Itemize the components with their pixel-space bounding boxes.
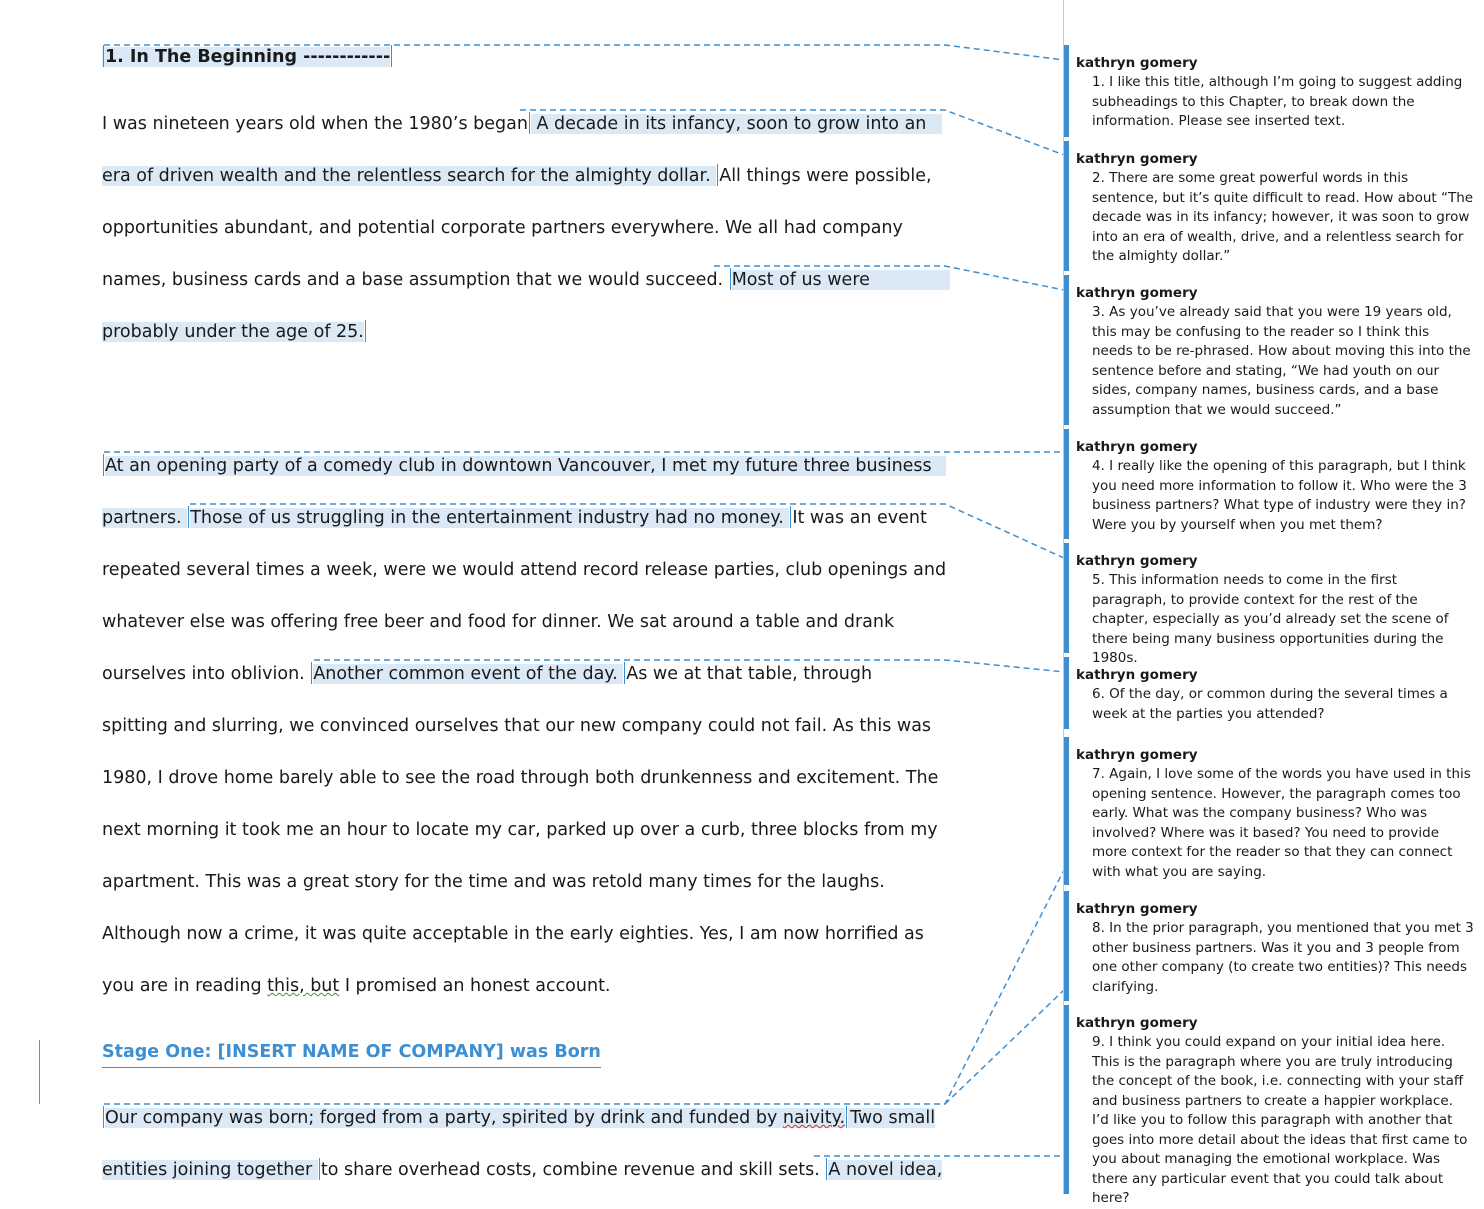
comment-text: 3. As you’ve already said that you were 19 years old, this may be confusing to the reader so I think this needs to be re-phrased. How about moving this into the sentence before and stating, “We had youth on our sides, company names, business cards, and a base assumption that we would succeed.” xyxy=(1092,304,1471,418)
comment-author: kathryn gomery xyxy=(1076,55,1198,71)
comment-bar xyxy=(1064,275,1069,425)
comment-text: 6. Of the day, or common during the several times a week at the parties you attended? xyxy=(1092,686,1448,722)
comment-7[interactable] xyxy=(1064,737,1476,885)
comment-text: 8. In the prior paragraph, you mentioned that you met 3 other business partners. Was it you and 3 people from one other company (to create two entities)? This needs clarifying. xyxy=(1092,920,1474,995)
comment-author: kathryn gomery xyxy=(1076,747,1198,763)
comment-bar xyxy=(1064,737,1069,885)
comment-4[interactable] xyxy=(1064,429,1476,539)
grammar-flag[interactable]: this, but xyxy=(267,976,340,996)
text-line: Our company was born; forged from a party, spirited by drink and funded by naivity. Two small xyxy=(105,1108,936,1128)
text-line: partners. Those of us struggling in the entertainment industry had no money. It was an event xyxy=(102,508,927,528)
commented-text[interactable]: At an opening party of a comedy club in downtown Vancouver, I met my future three business xyxy=(105,456,946,476)
comment-bar xyxy=(1064,141,1069,271)
comment-text: 5. This information needs to come in the first paragraph, to provide context for the rest of the chapter, especially as you’d already set the scene of there being many business opportunities during the 1980s. xyxy=(1092,572,1449,666)
connector-line-8 xyxy=(945,990,1064,1104)
comment-bar xyxy=(1064,45,1069,137)
connector-line-6 xyxy=(314,660,1064,672)
commented-text[interactable]: entities joining together xyxy=(102,1160,318,1180)
text-line: apartment. This was a great story for the time and was retold many times for the laughs. xyxy=(102,872,885,892)
comment-2[interactable] xyxy=(1064,141,1476,271)
connector-line-7 xyxy=(104,870,1064,1104)
connector-line-5 xyxy=(190,504,1064,558)
text-line: you are in reading this, but I promised an honest account. xyxy=(102,976,611,996)
comment-bar xyxy=(1064,891,1069,1001)
comment-6[interactable] xyxy=(1064,657,1476,729)
comment-author: kathryn gomery xyxy=(1076,553,1198,569)
commented-text[interactable]: A novel idea, xyxy=(828,1160,943,1180)
comment-text: 2. There are some great powerful words in this sentence, but it’s quite difficult to read. How about “The decade was in its infancy; however, it was soon to grow into an era of wealth, drive, and a relentless search for the almighty dollar.” xyxy=(1092,170,1474,264)
comment-bar xyxy=(1064,543,1069,653)
comment-author: kathryn gomery xyxy=(1076,667,1198,683)
connector-line-1 xyxy=(104,45,1064,60)
commented-text[interactable]: Those of us struggling in the entertainment industry had no money. xyxy=(190,508,790,528)
text-line: names, business cards and a base assumption that we would succeed. Most of us were xyxy=(102,268,950,292)
commented-text[interactable]: Most of us were xyxy=(732,270,950,290)
spelling-flag[interactable]: naivity. xyxy=(782,1108,846,1128)
comment-bar xyxy=(1064,429,1069,539)
commented-text[interactable]: Another common event of the day. xyxy=(313,664,624,684)
chapter-title: 1. In The Beginning ------------ xyxy=(102,45,393,69)
comment-text: 4. I really like the opening of this paragraph, but I think you need more information to follow it. Who were the 3 business partners? What type of industry were they in? Were you by yourself when you met them? xyxy=(1092,458,1467,533)
comment-author: kathryn gomery xyxy=(1076,901,1198,917)
comment-text: 1. I like this title, although I’m going to suggest adding subheadings to this Chapter, to break down the information. Please see inserted text. xyxy=(1092,74,1463,129)
text-line: ourselves into oblivion. Another common event of the day. As we at that table, through xyxy=(102,664,873,684)
text-line: era of driven wealth and the relentless search for the almighty dollar. All things were possible, xyxy=(102,166,932,186)
comment-8[interactable] xyxy=(1064,891,1476,1001)
commented-text[interactable]: A decade in its infancy, soon to grow into an xyxy=(531,114,942,134)
commented-text[interactable]: probably under the age of 25. xyxy=(102,322,364,342)
commented-text[interactable]: era of driven wealth and the relentless search for the almighty dollar. xyxy=(102,166,717,186)
commented-text[interactable]: Our company was born; forged from a party, spirited by drink and funded by naivity. xyxy=(105,1108,846,1128)
text-line: spitting and slurring, we convinced ourselves that our new company could not fail. As this was xyxy=(102,716,932,736)
text-line: 1980, I drove home barely able to see the road through both drunkenness and excitement. The xyxy=(102,768,939,788)
connector-line-3 xyxy=(714,266,1064,290)
comment-text: 9. I think you could expand on your initial idea here. This is the paragraph where you are truly introducing the concept of the book, i.e. connecting with your staff and business partners to create a happier workplace. I’d like you to follow this paragraph with another that goes into more detail about the ideas that first came to you about managing the emotional workplace. Was there any particular event that you could talk about here? xyxy=(1092,1034,1468,1206)
comment-author: kathryn gomery xyxy=(1076,151,1198,167)
comment-3[interactable] xyxy=(1064,275,1476,425)
connector-line-2 xyxy=(520,110,1064,155)
comment-text: 7. Again, I love some of the words you have used in this opening sentence. However, the paragraph comes too early. What was the company business? Who was involved? Where was it based? You need to provide more context for the reader so that they can connect with what you are saying. xyxy=(1092,766,1471,880)
text-line: entities joining together to share overhead costs, combine revenue and skill sets. A novel idea, xyxy=(102,1160,943,1180)
text-line: I was nineteen years old when the 1980’s began A decade in its infancy, soon to grow into an xyxy=(102,112,942,136)
comment-bar xyxy=(1064,657,1069,729)
comment-author: kathryn gomery xyxy=(1076,1015,1198,1031)
comment-9[interactable] xyxy=(1064,1005,1476,1206)
comment-5[interactable] xyxy=(1064,543,1476,666)
comment-1[interactable] xyxy=(1064,45,1476,137)
comment-pane xyxy=(1064,0,1484,1206)
text-line: whatever else was offering free beer and food for dinner. We sat around a table and drank xyxy=(102,612,895,632)
text-line: opportunities abundant, and potential corporate partners everywhere. We all had company xyxy=(102,218,903,238)
text-line: repeated several times a week, were we would attend record release parties, club openings and xyxy=(102,560,947,580)
text-line: Although now a crime, it was quite acceptable in the early eighties. Yes, I am now horrified as xyxy=(102,924,924,944)
comment-author: kathryn gomery xyxy=(1076,285,1198,301)
text-line: next morning it took me an hour to locate my car, parked up over a curb, three blocks from my xyxy=(102,820,938,840)
comment-bar xyxy=(1064,1005,1069,1194)
comment-author: kathryn gomery xyxy=(1076,439,1198,455)
stage-heading: Stage One: [INSERT NAME OF COMPANY] was Born xyxy=(102,1040,601,1068)
